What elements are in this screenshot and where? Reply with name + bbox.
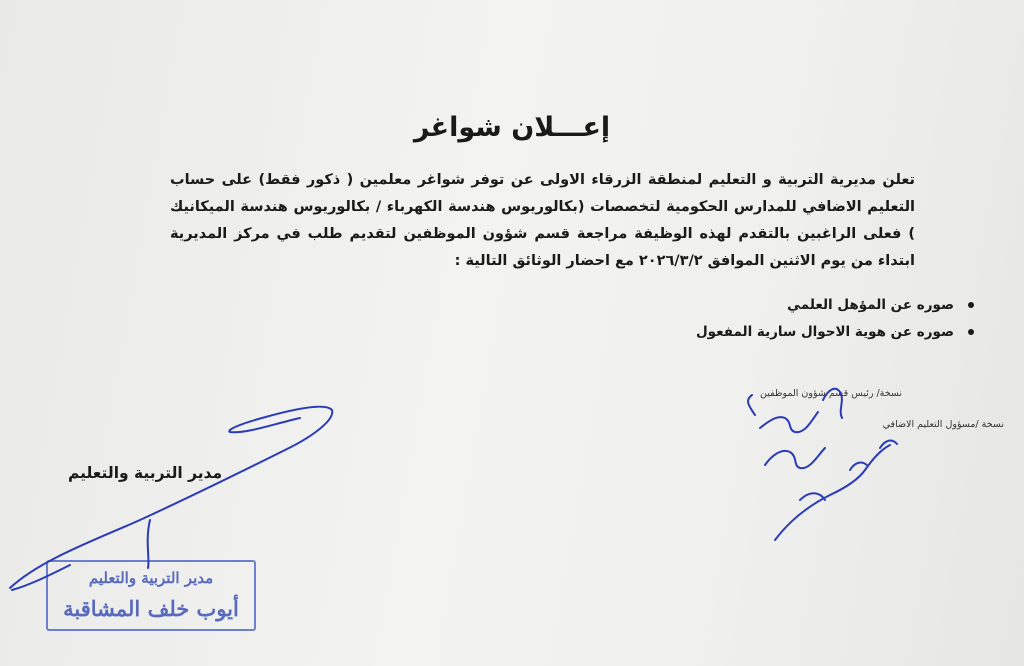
official-stamp: [46, 560, 256, 631]
document-item-label: صوره عن المؤهل العلمي: [787, 297, 954, 313]
bullet-icon: [968, 302, 974, 308]
announcement-paragraph: تعلن مديرية التربية و التعليم لمنطقة الزرقاء الاولى عن توفر شواغر معلمين ( ذكور فقط) على حساب التعليم الاضافي للمدارس الحكومية لتخصصات (بكالوريوس هندسة الكهرباء / بكالوريوس هندسة الميكانيك ) فعلى الراغبين بالتقدم لهذه الوظيفة مراجعة قسم شؤون الموظفين لتقديم طلب في مركز المديرية ابتداء من يوم الاثنين الموافق ٢٠٢٦/٣/٢ مع احضار الوثائق التالية :: [170, 172, 915, 269]
stamp-title: مدير التربية والتعليم: [88, 569, 214, 587]
director-title: مدير التربية والتعليم: [68, 464, 223, 482]
handwritten-note-middle: [765, 448, 825, 468]
list-item: [696, 292, 954, 319]
copy-note-extra-education: نسخة /مسؤول التعليم الاضافي: [882, 419, 1004, 430]
copy-note-hr-head: نسخة/ رئيس قسم شؤون الموظفين: [759, 388, 902, 399]
stamp-name: أيوب خلف المشاقبة: [63, 596, 239, 621]
required-documents-list: [696, 292, 976, 346]
announcement-body: [170, 167, 915, 275]
list-item: [696, 319, 954, 346]
document-item-label: صوره عن هوية الاحوال سارية المفعول: [695, 324, 954, 340]
announcement-title: إعـــلان شواغر: [413, 112, 611, 143]
right-signature: [775, 441, 897, 540]
bullet-icon: [968, 329, 974, 335]
